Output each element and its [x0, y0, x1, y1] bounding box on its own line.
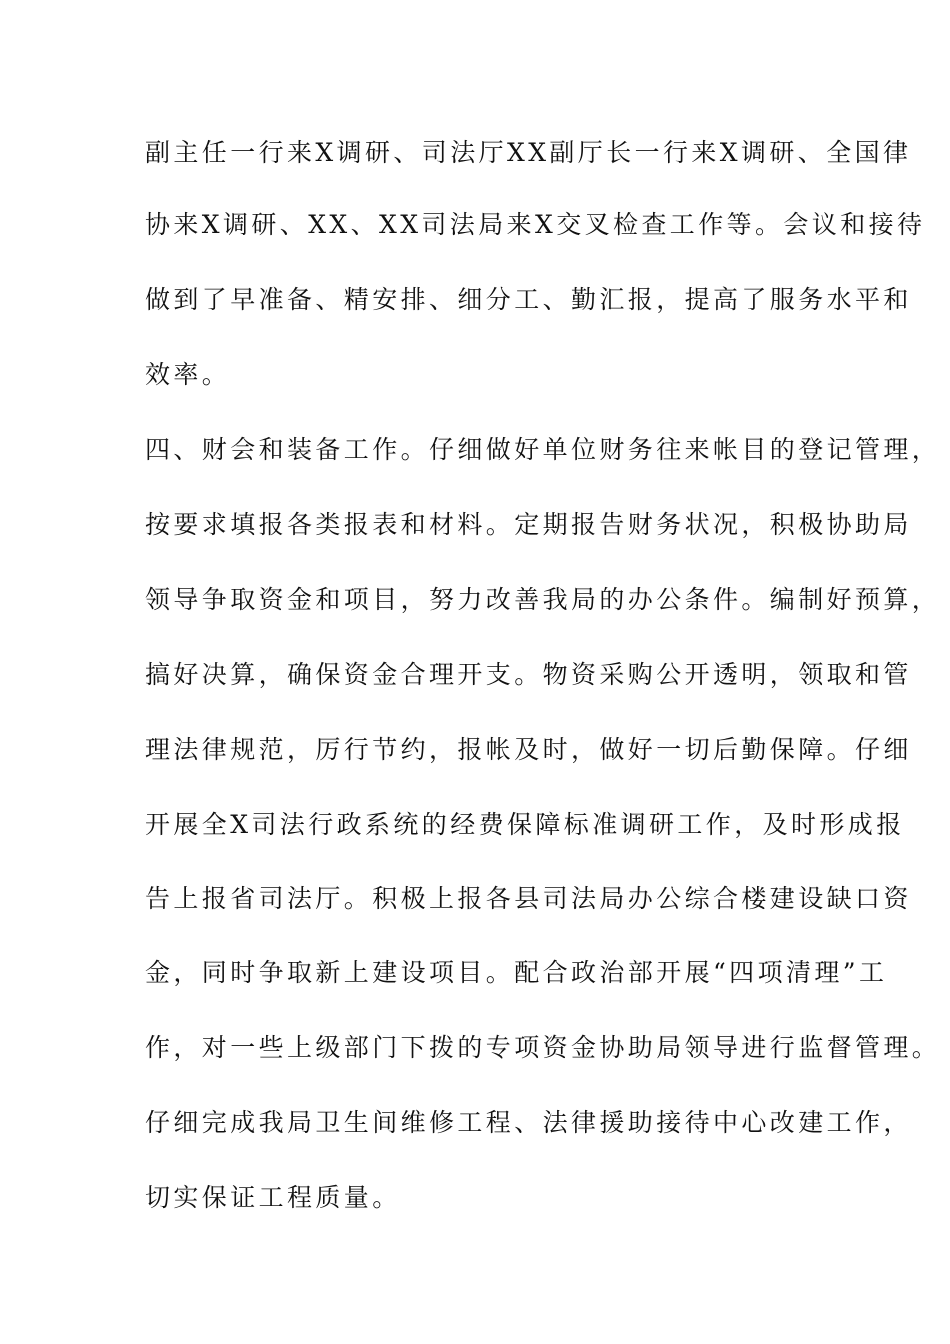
paragraph-line: 开展全X司法行政系统的经费保障标准调研工作，及时形成报	[145, 810, 905, 839]
paragraph-line: 搞好决算，确保资金合理开支。物资采购公开透明，领取和管	[145, 660, 912, 689]
paragraph-line: 按要求填报各类报表和材料。定期报告财务状况，积极协助局	[145, 510, 912, 539]
paragraph-line: 切实保证工程质量。	[145, 1183, 401, 1212]
paragraph-line: 效率。	[145, 360, 231, 389]
paragraph-line: 告上报省司法厅。积极上报各县司法局办公综合楼建设缺口资	[145, 884, 912, 913]
paragraph-line: 做到了早准备、精安排、细分工、勤汇报，提高了服务水平和	[145, 285, 912, 314]
paragraph-line: 副主任一行来X调研、司法厅XX副厅长一行来X调研、全国律	[145, 138, 912, 167]
paragraph-line: 作，对一些上级部门下拨的专项资金协助局领导进行监督管理。	[145, 1033, 941, 1062]
paragraph-line: 协来X调研、XX、XX司法局来X交叉检查工作等。会议和接待	[145, 210, 926, 239]
paragraph-line: 仔细完成我局卫生间维修工程、法律援助接待中心改建工作，	[145, 1108, 912, 1137]
paragraph-line: 领导争取资金和项目，努力改善我局的办公条件。编制好预算，	[145, 585, 941, 614]
paragraph-line: 理法律规范，厉行节约，报帐及时，做好一切后勤保障。仔细	[145, 735, 912, 764]
paragraph-line: 金，同时争取新上建设项目。配合政治部开展“四项清理”工	[145, 958, 888, 987]
section-heading-line: 四、财会和装备工作。仔细做好单位财务往来帐目的登记管理，	[145, 435, 941, 464]
